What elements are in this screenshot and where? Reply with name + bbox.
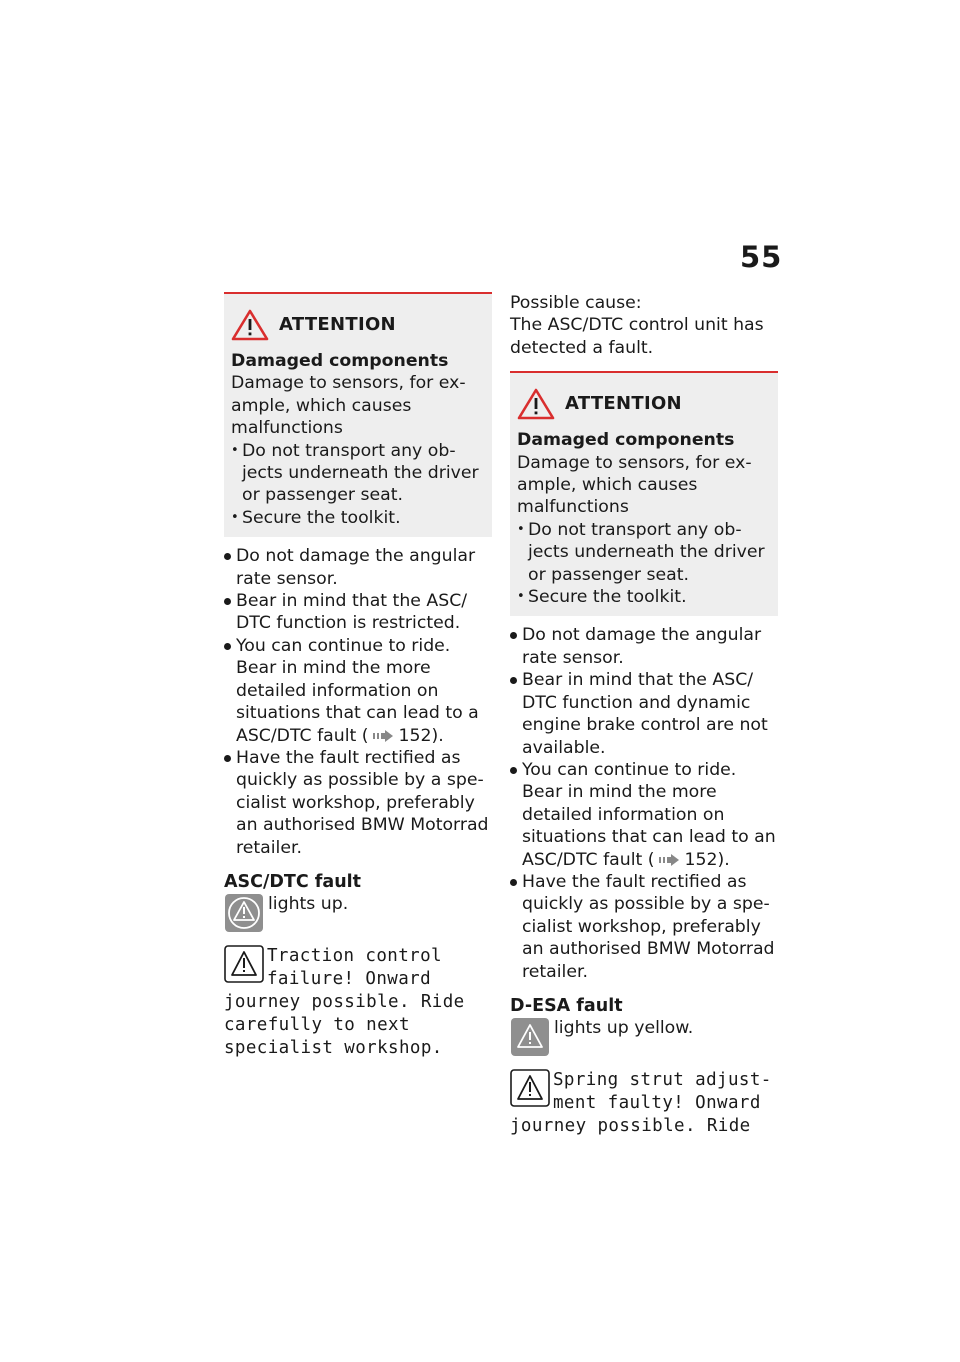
attention-header: [231, 308, 486, 342]
attention-box: [510, 371, 778, 616]
list-item-text: You can continue to ride. Bear in mind the more detailed information on situations that can lead to an ASC/DTC fault: [522, 759, 776, 870]
list-item-text: Bear in mind that the ASC/ DTC function and dynamic engine brake control are not available.: [522, 670, 768, 758]
attention-text: Damage to sensors, for example, which causes malfunctions: [231, 373, 466, 439]
attention-header: [517, 387, 772, 421]
attention-bullet: • Secure the toolkit.: [517, 586, 772, 608]
section-heading: ASC/DTC fault: [224, 871, 362, 892]
lamp-row: [510, 1017, 778, 1057]
action-list: [224, 545, 492, 859]
attention-bullet: • Do not transport any objects underneath the driver or passenger seat.: [231, 440, 486, 507]
warning-message-icon: [224, 945, 264, 983]
list-item: You can continue to ride. Bear in mind the more detailed information on situations that can lead to a ASC/DTC fault ( 152).: [224, 635, 492, 747]
general-warning-lamp-icon: [224, 893, 264, 933]
warning-triangle-icon: [231, 309, 269, 341]
left-column: [224, 292, 492, 1060]
warning-message-icon: [510, 1069, 550, 1107]
attention-title: ATTENTION: [565, 393, 682, 415]
attention-box: [224, 292, 492, 537]
list-item: You can continue to ride. Bear in mind the more detailed information on situations that can lead to an ASC/DTC fault ( 152).: [510, 759, 778, 871]
possible-cause-label: Possible cause:: [510, 293, 642, 313]
right-column: [510, 292, 778, 1138]
attention-bullet: • Secure the toolkit.: [231, 507, 486, 529]
attention-bullets: [231, 440, 486, 530]
list-item: [510, 871, 778, 983]
possible-cause-text: The ASC/DTC control unit has detected a fault.: [510, 315, 764, 358]
list-item-text: Bear in mind that the ASC/ DTC function is restricted.: [236, 591, 468, 634]
attention-bullets: [517, 519, 772, 609]
display-message: [510, 1069, 778, 1138]
lamp-text: lights up yellow.: [554, 1018, 694, 1039]
attention-heading: Damaged components: [231, 351, 449, 371]
page-reference-arrow-icon: [659, 854, 681, 866]
lamp-row: [224, 893, 492, 933]
page-reference-arrow-icon: [373, 730, 395, 742]
page-number: 55: [740, 240, 783, 274]
list-item-text: Have the fault rectified as quickly as possible by a specialist workshop, preferably an authorised BMW Motorrad retailer.: [236, 747, 489, 858]
action-list: [510, 624, 778, 983]
attention-heading: Damaged components: [517, 430, 735, 451]
list-item: [224, 590, 492, 635]
section-heading: D-ESA fault: [510, 995, 623, 1016]
list-item: [510, 624, 778, 669]
list-item-text: You can continue to ride. Bear in mind the more detailed information on situations that can lead to a ASC/DTC fault: [236, 635, 479, 746]
lamp-text: lights up.: [268, 894, 349, 915]
page-reference[interactable]: 152).: [684, 849, 730, 870]
attention-title: ATTENTION: [279, 313, 396, 335]
page-reference[interactable]: 152).: [398, 725, 444, 746]
list-item: [224, 747, 492, 859]
list-item-text: Do not damage the angular rate sensor.: [522, 625, 762, 668]
display-message-text: Spring strut adjustment faulty! Onward journey possible. Ride: [510, 1070, 772, 1137]
list-item: [510, 669, 778, 759]
list-item: [224, 545, 492, 590]
attention-text: Damage to sensors, for example, which causes malfunctions: [517, 452, 752, 518]
warning-triangle-icon: [517, 388, 555, 420]
general-warning-lamp-icon: [510, 1017, 550, 1057]
display-message-text: Traction control failure! Onward journey possible. Ride carefully to next specialist workshop.: [224, 946, 465, 1059]
list-item-text: Do not damage the angular rate sensor.: [236, 546, 476, 589]
display-message: [224, 945, 492, 1060]
attention-bullet: • Do not transport any objects underneath the driver or passenger seat.: [517, 519, 772, 586]
list-item-text: Have the fault rectified as quickly as possible by a specialist workshop, preferably an authorised BMW Motorrad retailer.: [522, 871, 775, 982]
